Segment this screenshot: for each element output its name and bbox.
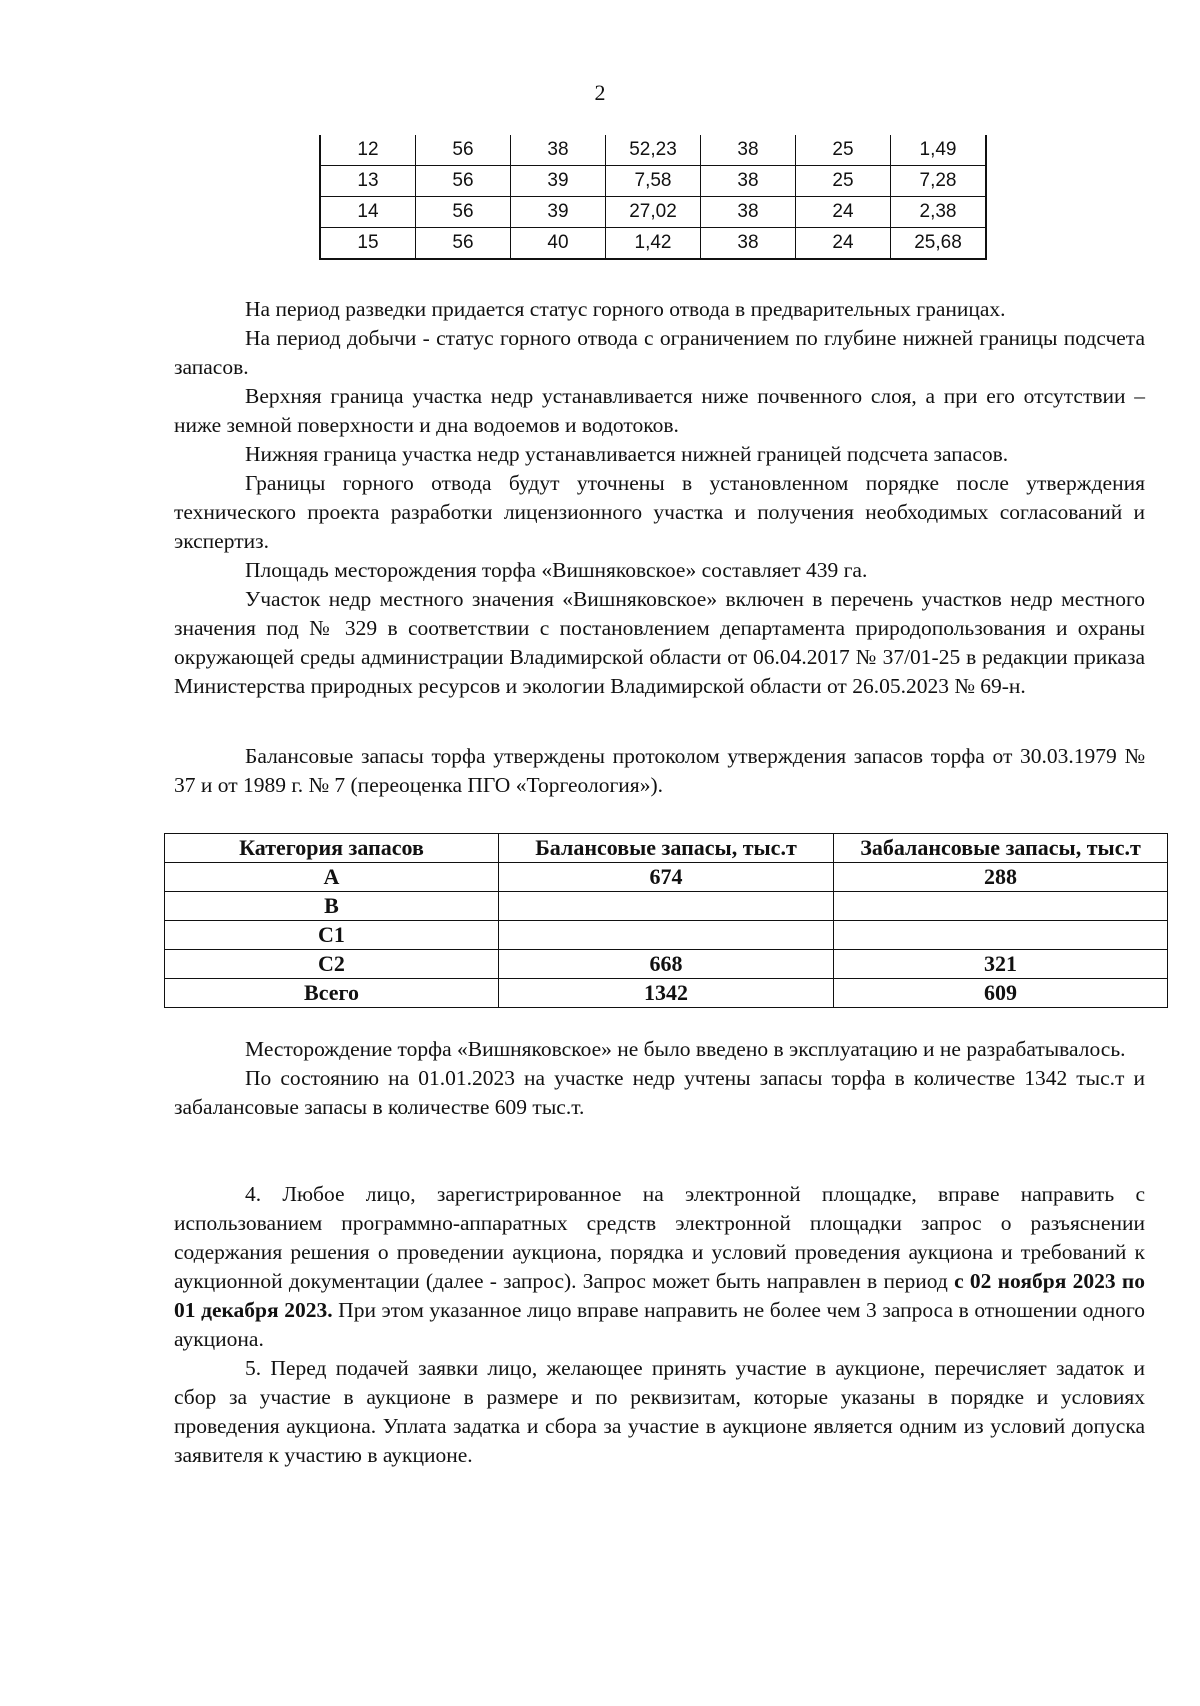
table-row: [165, 892, 1168, 921]
table-cell: [834, 921, 1168, 950]
table-cell: 674: [499, 863, 834, 892]
paragraph: На период добычи - статус горного отвода с ограничением по глубине нижней границы подсчета запасов.: [174, 326, 1145, 379]
page-number: 2: [594, 80, 606, 105]
table-row: [320, 197, 986, 228]
reserves-approval-section: [174, 742, 1145, 800]
table-cell: В: [165, 892, 499, 921]
table-cell: 25: [796, 135, 891, 166]
column-header: Балансовые запасы, тыс.т: [499, 834, 834, 863]
coordinates-table: [319, 135, 987, 260]
table-cell: 56: [416, 135, 511, 166]
table-cell: 38: [701, 135, 796, 166]
table-cell: 38: [511, 135, 606, 166]
table-cell: С1: [165, 921, 499, 950]
table-cell: 2,38: [891, 197, 987, 228]
table-cell: 24: [796, 197, 891, 228]
table-cell: А: [165, 863, 499, 892]
table-cell: С2: [165, 950, 499, 979]
table-cell: 52,23: [606, 135, 701, 166]
item-4-paragraph: [174, 1180, 1145, 1354]
paragraph: Нижняя граница участка недр устанавливается нижней границей подсчета запасов.: [245, 442, 1009, 466]
table-row: [165, 979, 1168, 1008]
table-cell: [834, 892, 1168, 921]
table-cell: 56: [416, 228, 511, 260]
table-row: [320, 166, 986, 197]
table-cell: 14: [320, 197, 416, 228]
paragraph: Границы горного отвода будут уточнены в установленном порядке после утверждения технического проекта разработки лицензионного участка и получения необходимых согласований и экспертиз.: [174, 471, 1145, 553]
table-cell: 25,68: [891, 228, 987, 260]
table-cell: 1,42: [606, 228, 701, 260]
table-cell: 13: [320, 166, 416, 197]
table-cell: 1,49: [891, 135, 987, 166]
table-cell: 39: [511, 166, 606, 197]
table-cell: 56: [416, 197, 511, 228]
table-cell: 288: [834, 863, 1168, 892]
table-cell: 7,58: [606, 166, 701, 197]
table-cell: 38: [701, 228, 796, 260]
paragraph: Участок недр местного значения «Вишняковское» включен в перечень участков недр местного значения под № 329 в соответствии с постановлением департамента природопользования и охраны окружающей среды администрации Владимирской области от 06.04.2017 № 37/01-25 в редакции приказа Министерства природных ресурсов и экологии Владимирской области от 26.05.2023 № 69-н.: [174, 587, 1145, 698]
table-header-row: [165, 834, 1168, 863]
table-cell: 27,02: [606, 197, 701, 228]
paragraph: На период разведки придается статус горного отвода в предварительных границах.: [245, 297, 1006, 321]
table-cell: [499, 921, 834, 950]
items-section: [174, 1180, 1145, 1470]
table-cell: [499, 892, 834, 921]
item-4-text-start: 4. Любое лицо, зарегистрированное на электронной площадке, вправе направить с использованием программно-аппаратных средств электронной площадки запрос о разъяснении содержания решения о проведении аукциона, порядка и условий проведения аукциона и требований к аукционной документации (далее - запрос). Запрос может быть направлен в период: [174, 1182, 1145, 1293]
table-row: [165, 950, 1168, 979]
table-cell: 15: [320, 228, 416, 260]
table-cell: 7,28: [891, 166, 987, 197]
table-cell: 24: [796, 228, 891, 260]
table-cell: 12: [320, 135, 416, 166]
paragraph: Балансовые запасы торфа утверждены протоколом утверждения запасов торфа от 30.03.1979 № 37 и от 1989 г. № 7 (переоценка ПГО «Торгеология»).: [174, 744, 1145, 797]
request-period: с 02 ноября 2023 по 01 декабря 2023.: [174, 1269, 1145, 1322]
column-header: Забалансовые запасы, тыс.т: [834, 834, 1168, 863]
item-5-paragraph: 5. Перед подачей заявки лицо, желающее принять участие в аукционе, перечисляет задаток и сбор за участие в аукционе в размере и по реквизитам, которые указаны в порядке и условиях проведения аукциона. Уплата задатка и сбора за участие в аукционе является одним из условий допуска заявителя к участию в аукционе.: [174, 1356, 1145, 1467]
table-row: [165, 921, 1168, 950]
item-4-text-end: При этом указанное лицо вправе направить не более чем 3 запроса в отношении одного аукциона.: [174, 1298, 1145, 1351]
table-cell: 668: [499, 950, 834, 979]
table-cell: 38: [701, 197, 796, 228]
paragraph: Площадь месторождения торфа «Вишняковское» составляет 439 га.: [245, 558, 868, 582]
table-cell: 609: [834, 979, 1168, 1008]
table-cell: 1342: [499, 979, 834, 1008]
paragraph: По состоянию на 01.01.2023 на участке недр учтены запасы торфа в количестве 1342 тыс.т и забалансовые запасы в количестве 609 тыс.т.: [174, 1066, 1145, 1119]
paragraph: Верхняя граница участка недр устанавливается ниже почвенного слоя, а при его отсутствии – ниже земной поверхности и дна водоемов и водотоков.: [174, 384, 1145, 437]
table-row: [320, 135, 986, 166]
column-header: Категория запасов: [165, 834, 499, 863]
table-cell: Всего: [165, 979, 499, 1008]
table-row: [165, 863, 1168, 892]
table-cell: 40: [511, 228, 606, 260]
reserves-table: [164, 833, 1168, 1008]
table-cell: 38: [701, 166, 796, 197]
table-row: [320, 228, 986, 260]
boundaries-section: [174, 295, 1145, 701]
paragraph: Месторождение торфа «Вишняковское» не было введено в эксплуатацию и не разрабатывалось.: [245, 1037, 1126, 1061]
development-status-section: [174, 1035, 1145, 1122]
table-cell: 321: [834, 950, 1168, 979]
table-cell: 39: [511, 197, 606, 228]
table-cell: 25: [796, 166, 891, 197]
table-cell: 56: [416, 166, 511, 197]
